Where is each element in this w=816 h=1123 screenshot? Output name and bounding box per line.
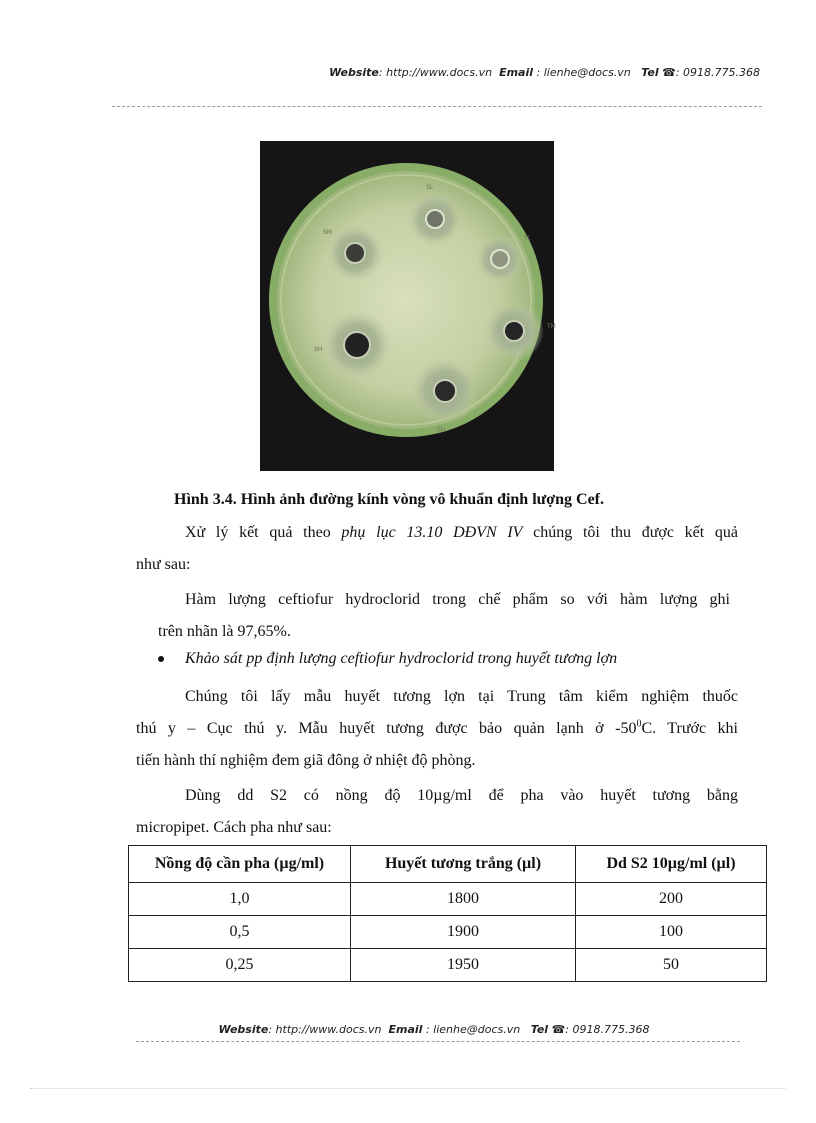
plate-label-sl: SL: [426, 184, 434, 191]
page-bottom-divider: [30, 1088, 786, 1089]
table-row: [129, 883, 767, 916]
phone-icon: ☎: [662, 66, 676, 79]
paragraph-3-line-2: thú y – Cục thú y. Mẫu huyết tương được bảo quản lạnh ở $-50^0C$. Trước khi: [136, 718, 738, 737]
bullet-heading: Khảo sát pp định lượng ceftiofur hydroclorid trong huyết tương lợn: [185, 650, 618, 667]
header-divider: [112, 106, 762, 107]
paragraph-3-line-1: Chúng tôi lấy mẫu huyết tương lợn tại Trung tâm kiểm nghiệm thuốc: [185, 688, 738, 705]
paragraph-2-line-2: trên nhãn là 97,65%.: [158, 623, 291, 640]
inhibition-zone-th: [411, 357, 479, 425]
table-cell: 100: [576, 916, 767, 949]
petri-dish-image: [260, 141, 554, 471]
paragraph-2-line-1: Hàm lượng ceftiofur hydroclorid trong chế phẩm so với hàm lượng ghi: [185, 591, 730, 608]
footer-divider: [136, 1041, 740, 1042]
table-header-concentration: Nồng độ cần pha (µg/ml): [129, 846, 351, 883]
plate-label-sh: SH: [314, 346, 323, 353]
paragraph-1-line-1: Xử lý kết quả theo phụ lục 13.10 DĐVN IV chúng tôi thu được kết quả: [185, 524, 739, 541]
header-website-label: Website: [329, 66, 379, 79]
table-cell: 200: [576, 883, 767, 916]
paragraph-4-line-1: Dùng dd S2 có nồng độ 10µg/ml để pha vào huyết tương bằng: [185, 787, 738, 804]
plate-label-tm: TM: [547, 323, 556, 330]
inhibition-zone-sh: [322, 310, 392, 380]
inhibition-zone-sl: [407, 191, 463, 247]
table-header-row: [129, 846, 767, 883]
header-tel: : 0918.775.368: [675, 66, 760, 79]
figure-caption: Hình 3.4. Hình ảnh đường kính vòng vô khuẩn định lượng Cef.: [174, 491, 604, 508]
paragraph-1-line-2: như sau:: [136, 556, 191, 573]
table-row: [129, 949, 767, 982]
inhibition-zone-tm: [484, 301, 544, 361]
footer-email[interactable]: : lienhe@docs.vn: [425, 1023, 521, 1036]
agar-surface: [277, 171, 535, 429]
inhibition-zone-tl: [475, 234, 525, 284]
table-cell: 50: [576, 949, 767, 982]
footer-website-label: Website: [218, 1023, 269, 1036]
table-row: [129, 916, 767, 949]
inhibition-zone-sm: [326, 224, 384, 282]
paragraph-4-line-2: micropipet. Cách pha như sau:: [136, 819, 332, 836]
table-header-s2-solution: Dd S2 10µg/ml (µl): [576, 846, 767, 883]
table-cell: 0,25: [129, 949, 351, 982]
petri-dish-photo: [260, 141, 554, 471]
table-cell: 1900: [351, 916, 576, 949]
paragraph-3-line-3: tiến hành thí nghiệm đem giã đông ở nhiệt độ phòng.: [136, 752, 476, 769]
footer-email-label: Email: [388, 1023, 423, 1036]
table-cell: 0,5: [129, 916, 351, 949]
table-cell: 1,0: [129, 883, 351, 916]
page-footer: [130, 1023, 738, 1036]
bullet-icon: [158, 656, 164, 662]
header-email[interactable]: : lienhe@docs.vn: [536, 66, 631, 79]
table-cell: 1950: [351, 949, 576, 982]
table-header-blank-plasma: Huyết tương trắng (µl): [351, 846, 576, 883]
page-header: [110, 66, 760, 79]
footer-website-url[interactable]: : http://www.docs.vn: [268, 1023, 382, 1036]
appendix-reference: phụ lục 13.10 DĐVN IV: [341, 524, 523, 541]
dilution-table: [128, 845, 767, 982]
footer-tel: : 0918.775.368: [565, 1023, 650, 1036]
plate-label-th: TH: [437, 427, 446, 434]
plate-label-sm: SM: [323, 229, 332, 236]
header-email-label: Email: [499, 66, 534, 79]
footer-tel-label: Tel: [530, 1023, 549, 1036]
header-tel-label: Tel: [641, 66, 659, 79]
header-website-url[interactable]: : http://www.docs.vn: [378, 66, 493, 79]
plate-label-tl: TL: [524, 235, 532, 242]
phone-icon: ☎: [551, 1023, 566, 1036]
table-cell: 1800: [351, 883, 576, 916]
